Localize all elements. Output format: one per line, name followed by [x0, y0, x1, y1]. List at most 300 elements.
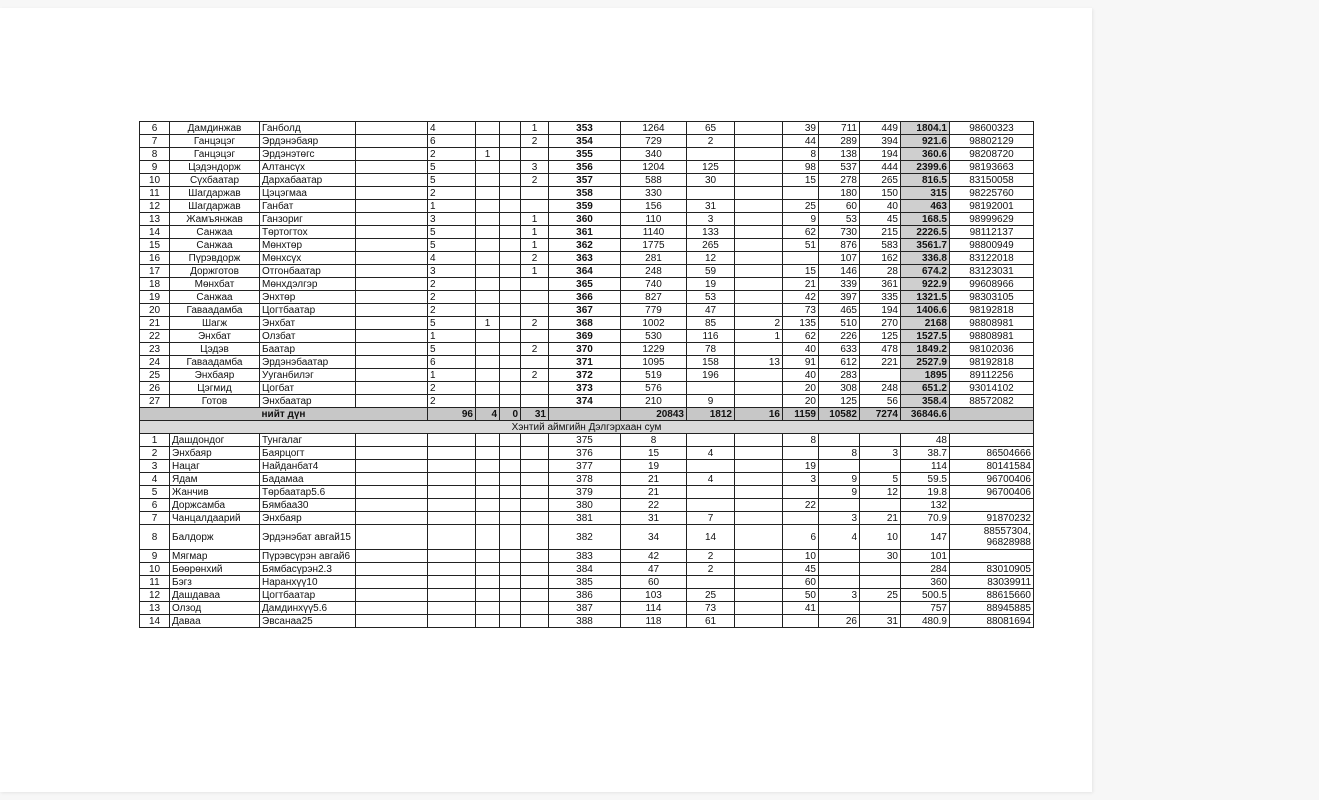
table-cell: 30 [860, 550, 901, 563]
table-cell: 11 [140, 576, 170, 589]
table-cell [356, 550, 428, 563]
table-cell: Нацаг [170, 460, 260, 473]
table-cell [500, 291, 521, 304]
table-cell: Балдорж [170, 525, 260, 550]
table-cell: Цэцэгмаа [260, 187, 356, 200]
table-cell: 2 [687, 135, 735, 148]
table-cell [356, 213, 428, 226]
total-row [140, 408, 1034, 421]
table-cell: 19 [140, 291, 170, 304]
table-cell: 8 [621, 434, 687, 447]
table-cell [735, 576, 783, 589]
table-cell: 2 [428, 382, 476, 395]
table-cell: 221 [860, 356, 901, 369]
table-cell: Дашдондог [170, 434, 260, 447]
table-cell: Мөнхбат [170, 278, 260, 291]
table-cell [500, 615, 521, 628]
table-cell [521, 278, 549, 291]
table-cell: 21 [783, 278, 819, 291]
table-cell: 45 [860, 213, 901, 226]
table-cell [476, 226, 500, 239]
table-cell: Эрдэнэтөгс [260, 148, 356, 161]
table-cell: 9 [687, 395, 735, 408]
table-cell [476, 563, 500, 576]
table-cell [860, 602, 901, 615]
table-cell [500, 317, 521, 330]
table-row [140, 304, 1034, 317]
table-cell: 215 [860, 226, 901, 239]
table-cell: 480.9 [901, 615, 950, 628]
table-cell: 588 [621, 174, 687, 187]
table-cell: 60 [819, 200, 860, 213]
table-cell: Ганбат [260, 200, 356, 213]
table-cell [356, 356, 428, 369]
table-cell: 88572082 [950, 395, 1034, 408]
table-cell: 9 [783, 213, 819, 226]
table-cell: 1 [428, 330, 476, 343]
table-cell: 13 [140, 602, 170, 615]
table-cell: 47 [621, 563, 687, 576]
table-row [140, 161, 1034, 174]
table-cell: 98192818 [950, 304, 1034, 317]
table-cell [735, 369, 783, 382]
table-cell [500, 278, 521, 291]
table-cell [356, 525, 428, 550]
table-cell: 27 [140, 395, 170, 408]
table-cell: 3 [428, 265, 476, 278]
table-cell [687, 148, 735, 161]
table-cell: 25 [140, 369, 170, 382]
table-cell: 11 [140, 187, 170, 200]
table-cell: 22 [783, 499, 819, 512]
table-cell: 180 [819, 187, 860, 200]
table-cell [500, 174, 521, 187]
table-cell: 394 [860, 135, 901, 148]
table-row [140, 576, 1034, 589]
table-cell [476, 576, 500, 589]
table-cell [860, 434, 901, 447]
table-cell: 330 [621, 187, 687, 200]
table-cell [476, 200, 500, 213]
table-cell: 125 [687, 161, 735, 174]
table-cell: 10 [860, 525, 901, 550]
table-cell [500, 187, 521, 200]
table-cell: 384 [549, 563, 621, 576]
table-cell [476, 512, 500, 525]
table-cell [356, 589, 428, 602]
table-cell [476, 278, 500, 291]
table-cell: 1 [521, 226, 549, 239]
table-cell [500, 576, 521, 589]
table-cell: 1 [735, 330, 783, 343]
table-cell [521, 356, 549, 369]
table-cell: 315 [901, 187, 950, 200]
table-cell: 730 [819, 226, 860, 239]
table-cell [500, 486, 521, 499]
table-cell: 62 [783, 226, 819, 239]
table-cell [356, 200, 428, 213]
table-cell: 368 [549, 317, 621, 330]
table-cell: 4 [687, 447, 735, 460]
table-cell: 1527.5 [901, 330, 950, 343]
table-cell: 98 [783, 161, 819, 174]
table-cell [735, 602, 783, 615]
table-row [140, 343, 1034, 356]
table-cell: 34 [621, 525, 687, 550]
table-cell [500, 369, 521, 382]
table-row [140, 447, 1034, 460]
table-cell: 25 [860, 589, 901, 602]
table-cell [428, 499, 476, 512]
table-cell: 98800949 [950, 239, 1034, 252]
table-cell: Чанцалдаарий [170, 512, 260, 525]
table-cell [476, 174, 500, 187]
table-cell: 3 [819, 512, 860, 525]
table-cell [500, 563, 521, 576]
table-cell [476, 161, 500, 174]
table-cell [735, 200, 783, 213]
table-cell: 358.4 [901, 395, 950, 408]
table-cell: Ганболд [260, 122, 356, 135]
table-cell: Цэдэв [170, 343, 260, 356]
table-cell: Ганзориг [260, 213, 356, 226]
table-cell: Санжаа [170, 239, 260, 252]
table-cell [521, 330, 549, 343]
table-cell [476, 343, 500, 356]
table-cell [819, 460, 860, 473]
table-row [140, 382, 1034, 395]
table-cell: Мөнхсүх [260, 252, 356, 265]
table-cell: 827 [621, 291, 687, 304]
table-cell: 88615660 [950, 589, 1034, 602]
table-cell: 99608966 [950, 278, 1034, 291]
table-cell [428, 434, 476, 447]
table-cell: 13 [735, 356, 783, 369]
table-cell: Төртогтох [260, 226, 356, 239]
table-cell [356, 252, 428, 265]
table-cell: 779 [621, 304, 687, 317]
table-cell: 2 [521, 343, 549, 356]
table-cell: Наранхүү10 [260, 576, 356, 589]
table-cell [356, 135, 428, 148]
table-cell: 2 [735, 317, 783, 330]
table-cell [500, 356, 521, 369]
table-cell: 1 [521, 239, 549, 252]
table-cell: 5 [428, 174, 476, 187]
table-cell: Энхбаяр [260, 512, 356, 525]
table-cell [500, 161, 521, 174]
table-cell [521, 525, 549, 550]
table-cell [476, 473, 500, 486]
table-cell [476, 382, 500, 395]
table-cell [500, 525, 521, 550]
table-cell: 921.6 [901, 135, 950, 148]
table-cell: 537 [819, 161, 860, 174]
table-cell: 1775 [621, 239, 687, 252]
total-cell: 1159 [783, 408, 819, 421]
table-cell: 61 [687, 615, 735, 628]
table-cell [521, 447, 549, 460]
table-row [140, 602, 1034, 615]
table-cell: Алтансүх [260, 161, 356, 174]
table-cell [500, 447, 521, 460]
table-cell: 20 [783, 382, 819, 395]
table-cell: 132 [901, 499, 950, 512]
table-cell: 388 [549, 615, 621, 628]
table-cell: 5 [860, 473, 901, 486]
table-cell: 3 [521, 161, 549, 174]
table-cell: 2399.6 [901, 161, 950, 174]
table-cell: 289 [819, 135, 860, 148]
table-row [140, 512, 1034, 525]
table-cell: 15 [621, 447, 687, 460]
table-cell: 91870232 [950, 512, 1034, 525]
table-cell: Мөнхдэлгэр [260, 278, 356, 291]
table-cell: 1229 [621, 343, 687, 356]
table-cell: 1 [428, 200, 476, 213]
table-cell: 73 [687, 602, 735, 615]
table-cell: Сүхбаатар [170, 174, 260, 187]
table-cell [428, 447, 476, 460]
table-cell [356, 278, 428, 291]
table-cell [500, 512, 521, 525]
table-cell [735, 265, 783, 278]
table-cell [428, 525, 476, 550]
table-cell [819, 563, 860, 576]
table-cell [356, 473, 428, 486]
table-cell: 2 [521, 174, 549, 187]
table-cell: 21 [621, 486, 687, 499]
table-cell: 248 [860, 382, 901, 395]
table-cell: 125 [819, 395, 860, 408]
table-cell [476, 525, 500, 550]
table-cell [428, 550, 476, 563]
bottom-section [140, 434, 1034, 628]
table-cell: 265 [860, 174, 901, 187]
table-cell: Готов [170, 395, 260, 408]
table-cell: 5 [428, 317, 476, 330]
total-cell: 4 [476, 408, 500, 421]
table-row [140, 369, 1034, 382]
table-cell: 88945885 [950, 602, 1034, 615]
table-cell [735, 187, 783, 200]
table-cell: 376 [549, 447, 621, 460]
table-cell: 21 [140, 317, 170, 330]
table-cell [500, 239, 521, 252]
table-cell [476, 239, 500, 252]
table-cell: 59 [687, 265, 735, 278]
table-cell: Дамдинхүү5.6 [260, 602, 356, 615]
table-cell: 339 [819, 278, 860, 291]
table-cell: 378 [549, 473, 621, 486]
table-cell: Олзод [170, 602, 260, 615]
table-cell: 10 [140, 174, 170, 187]
table-cell [428, 460, 476, 473]
table-cell: 20 [140, 304, 170, 317]
table-cell [476, 213, 500, 226]
table-cell: 13 [140, 213, 170, 226]
table-cell: 308 [819, 382, 860, 395]
total-cell: 0 [500, 408, 521, 421]
table-cell: 7 [687, 512, 735, 525]
table-cell: Доржготов [170, 265, 260, 278]
table-cell [735, 304, 783, 317]
table-cell: 8 [140, 525, 170, 550]
table-cell: 60 [783, 576, 819, 589]
table-cell: 51 [783, 239, 819, 252]
table-cell: 357 [549, 174, 621, 187]
table-cell: 5 [140, 486, 170, 499]
table-cell: 1895 [901, 369, 950, 382]
table-cell [735, 174, 783, 187]
table-cell [819, 602, 860, 615]
table-cell: Ядам [170, 473, 260, 486]
table-cell: 356 [549, 161, 621, 174]
table-cell: 8 [140, 148, 170, 161]
table-cell [521, 473, 549, 486]
table-cell [783, 252, 819, 265]
table-cell [500, 395, 521, 408]
total-cell: 20843 [621, 408, 687, 421]
table-cell [500, 135, 521, 148]
table-cell: 98193663 [950, 161, 1034, 174]
table-cell [500, 473, 521, 486]
table-cell: Дашдаваа [170, 589, 260, 602]
table-cell [735, 499, 783, 512]
table-cell [687, 434, 735, 447]
table-cell [735, 473, 783, 486]
table-cell [476, 330, 500, 343]
table-cell: 358 [549, 187, 621, 200]
table-cell: 22 [621, 499, 687, 512]
table-row [140, 174, 1034, 187]
table-cell: 20 [783, 395, 819, 408]
table-cell [476, 434, 500, 447]
table-cell: 83122018 [950, 252, 1034, 265]
table-cell [356, 576, 428, 589]
table-cell [356, 382, 428, 395]
table-cell [521, 602, 549, 615]
table-cell: 23 [140, 343, 170, 356]
table-cell: 612 [819, 356, 860, 369]
table-cell [476, 447, 500, 460]
table-cell: 500.5 [901, 589, 950, 602]
table-cell [356, 148, 428, 161]
table-cell: 26 [140, 382, 170, 395]
table-cell: 98303105 [950, 291, 1034, 304]
table-cell [356, 343, 428, 356]
table-cell [356, 291, 428, 304]
table-cell: 362 [549, 239, 621, 252]
table-cell: 478 [860, 343, 901, 356]
table-row [140, 486, 1034, 499]
total-cell [549, 408, 621, 421]
table-cell [521, 148, 549, 161]
table-cell: 118 [621, 615, 687, 628]
table-row [140, 615, 1034, 628]
table-cell: 31 [621, 512, 687, 525]
table-cell: 1002 [621, 317, 687, 330]
table-cell [356, 369, 428, 382]
table-cell: 83150058 [950, 174, 1034, 187]
table-cell [860, 460, 901, 473]
table-cell [476, 187, 500, 200]
table-cell [476, 499, 500, 512]
table-cell: 73 [783, 304, 819, 317]
table-cell: 19 [783, 460, 819, 473]
table-cell: 101 [901, 550, 950, 563]
table-cell: Энхбаатар [260, 395, 356, 408]
table-cell: 14 [140, 615, 170, 628]
table-cell: 53 [687, 291, 735, 304]
table-cell [356, 122, 428, 135]
table-cell [428, 589, 476, 602]
table-cell: Санжаа [170, 291, 260, 304]
table-cell: 88081694 [950, 615, 1034, 628]
table-cell: 30 [687, 174, 735, 187]
table-row [140, 187, 1034, 200]
table-cell: 19 [621, 460, 687, 473]
table-cell [428, 473, 476, 486]
table-cell: 1 [140, 434, 170, 447]
table-cell [356, 265, 428, 278]
table-cell: 373 [549, 382, 621, 395]
table-cell: 876 [819, 239, 860, 252]
table-row [140, 291, 1034, 304]
table-cell: 354 [549, 135, 621, 148]
table-cell [735, 213, 783, 226]
table-cell [521, 512, 549, 525]
table-cell: 133 [687, 226, 735, 239]
table-cell: 6 [428, 356, 476, 369]
table-cell: 4 [819, 525, 860, 550]
table-cell: Энхтөр [260, 291, 356, 304]
table-cell [735, 122, 783, 135]
table-cell: 59.5 [901, 473, 950, 486]
table-cell: 336.8 [901, 252, 950, 265]
table-row [140, 317, 1034, 330]
table-cell [735, 161, 783, 174]
table-cell [735, 434, 783, 447]
table-cell: 385 [549, 576, 621, 589]
table-cell [521, 615, 549, 628]
table-cell: 922.9 [901, 278, 950, 291]
total-cell: 96 [428, 408, 476, 421]
table-cell: 674.2 [901, 265, 950, 278]
table-cell [356, 499, 428, 512]
table-cell: Мөнхтөр [260, 239, 356, 252]
table-cell: 98808981 [950, 330, 1034, 343]
table-cell [521, 291, 549, 304]
table-cell: 367 [549, 304, 621, 317]
table-cell [735, 291, 783, 304]
table-cell: 9 [819, 473, 860, 486]
table-cell [860, 369, 901, 382]
table-cell: Бямбаа30 [260, 499, 356, 512]
table-cell: 162 [860, 252, 901, 265]
table-cell [521, 200, 549, 213]
table-cell: 3 [860, 447, 901, 460]
table-cell: 47 [687, 304, 735, 317]
total-label: нийт дүн [140, 408, 428, 421]
table-row [140, 122, 1034, 135]
table-cell: 2 [428, 148, 476, 161]
table-cell: 519 [621, 369, 687, 382]
table-cell [356, 330, 428, 343]
table-cell: 1 [476, 317, 500, 330]
table-row [140, 589, 1034, 602]
table-cell: 2 [521, 252, 549, 265]
